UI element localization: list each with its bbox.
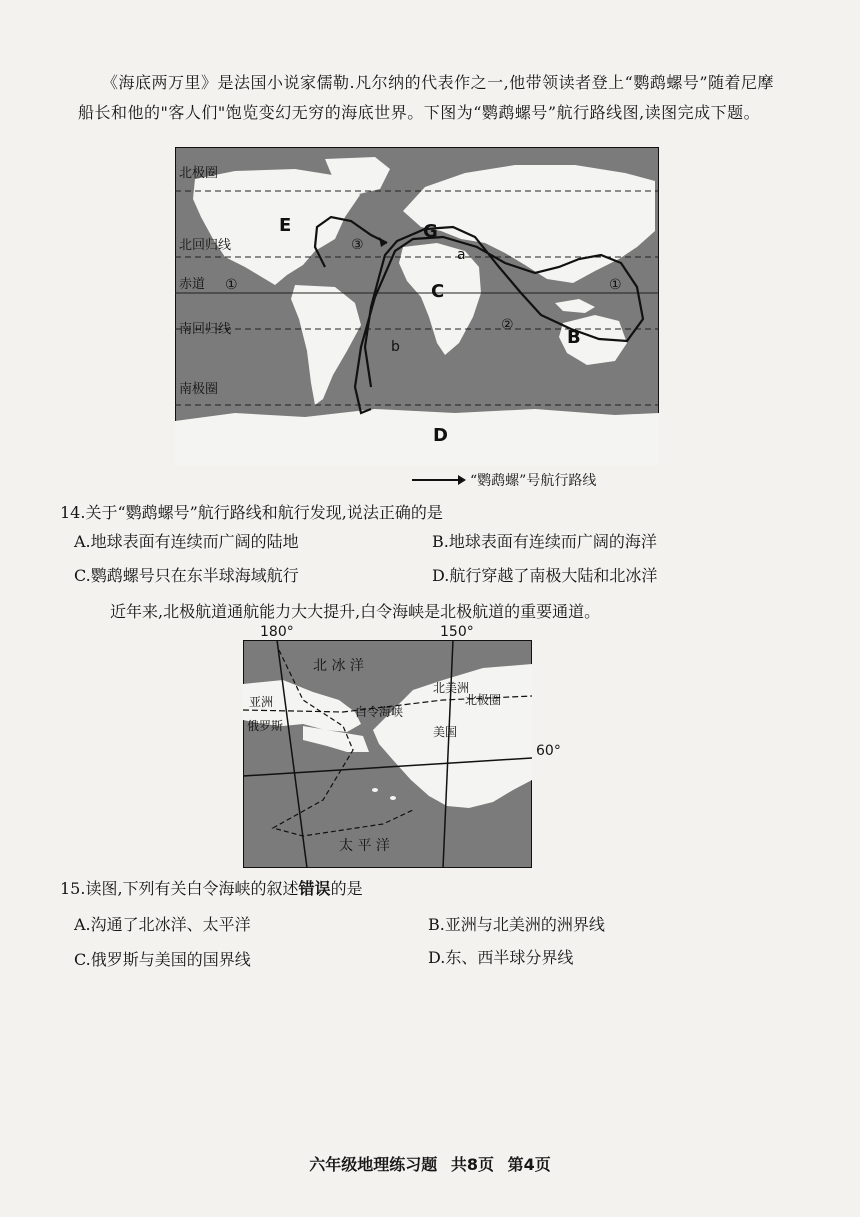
ocean-label-2: ② bbox=[501, 317, 514, 333]
q14-option-c: C.鹦鹉螺号只在东半球海域航行 bbox=[74, 566, 299, 585]
q14-option-b: B.地球表面有连续而广阔的海洋 bbox=[432, 532, 657, 551]
footer-title: 六年级地理练习题 bbox=[309, 1155, 438, 1174]
lat-tropic-capricorn-label: 南回归线 bbox=[179, 322, 232, 337]
intro-paragraph bbox=[78, 68, 778, 128]
region-label-b: B bbox=[567, 327, 581, 348]
map2-strait-label: 白令海峡 bbox=[355, 705, 404, 719]
region-label-c: C bbox=[431, 281, 445, 302]
q15-stem-before: 15.读图,下列有关白令海峡的叙述 bbox=[60, 879, 299, 898]
map2-asia-label: 亚洲 bbox=[249, 695, 274, 709]
region-label-g: G bbox=[423, 221, 438, 242]
ocean-label-1-west: ① bbox=[225, 277, 238, 293]
map2-russia-label: 俄罗斯 bbox=[247, 719, 284, 733]
bering-strait-map bbox=[243, 640, 532, 868]
ocean-label-3: ③ bbox=[351, 237, 364, 253]
region-label-d: D bbox=[433, 425, 448, 446]
q15-stem bbox=[60, 876, 363, 899]
footer-total-pages: 共8页 bbox=[450, 1155, 494, 1174]
footer-page-number: 第4页 bbox=[507, 1155, 551, 1174]
q15-stem-after: 的是 bbox=[330, 879, 363, 898]
passage-arctic-route: 近年来,北极航道通航能力大大提升,白令海峡是北极航道的重要通道。 bbox=[110, 602, 601, 621]
q15-option-c: C.俄罗斯与美国的国界线 bbox=[74, 950, 251, 969]
lat-antarctic-circle-label: 南极圈 bbox=[179, 382, 219, 397]
map2-pacific-label: 太 平 洋 bbox=[339, 838, 390, 854]
map2-usa-label: 美国 bbox=[433, 725, 458, 739]
q14-stem: 14.关于“鹦鹉螺号”航行路线和航行发现,说法正确的是 bbox=[60, 503, 443, 522]
q15-option-b: B.亚洲与北美洲的洲界线 bbox=[428, 915, 605, 934]
map2-north-america-label: 北美洲 bbox=[433, 681, 470, 695]
route-label-a: a bbox=[457, 247, 466, 263]
intro-text: 《海底两万里》是法国小说家儒勒.凡尔纳的代表作之一,他带领读者登上“鹦鹉螺号”随着尼摩船长和他的"客人们"饱览变幻无穷的海底世界。下图为“鹦鹉螺号”航行路线图,读图完成下题。 bbox=[78, 73, 775, 122]
ocean-label-1-east: ① bbox=[609, 277, 622, 293]
legend-arrow-icon bbox=[412, 479, 464, 481]
q15-option-d: D.东、西半球分界线 bbox=[428, 948, 574, 967]
region-label-e: E bbox=[279, 215, 292, 236]
map2-lon-150-label: 150° bbox=[440, 624, 474, 640]
map1-legend bbox=[412, 470, 596, 490]
q15-stem-emphasis: 错误 bbox=[298, 879, 331, 898]
q14-option-a: A.地球表面有连续而广阔的陆地 bbox=[74, 532, 299, 551]
lat-arctic-circle-label: 北极圈 bbox=[179, 166, 219, 181]
map2-arctic-circle-label: 北极圈 bbox=[465, 693, 502, 707]
map2-lat-60-label: 60° bbox=[536, 743, 561, 759]
q15-option-a: A.沟通了北冰洋、太平洋 bbox=[74, 915, 251, 934]
legend-text: “鹦鹉螺”号航行路线 bbox=[470, 473, 597, 489]
map2-lon-180-label: 180° bbox=[260, 624, 294, 640]
page-footer bbox=[0, 1152, 860, 1175]
world-route-map bbox=[175, 147, 659, 465]
lat-tropic-cancer-label: 北回归线 bbox=[179, 238, 232, 253]
q14-option-d: D.航行穿越了南极大陆和北冰洋 bbox=[432, 566, 658, 585]
antarctica-landmass bbox=[175, 409, 659, 465]
lat-equator-label: 赤道 bbox=[179, 277, 206, 292]
map2-arctic-ocean-label: 北 冰 洋 bbox=[313, 658, 364, 674]
route-label-b: b bbox=[391, 339, 400, 355]
